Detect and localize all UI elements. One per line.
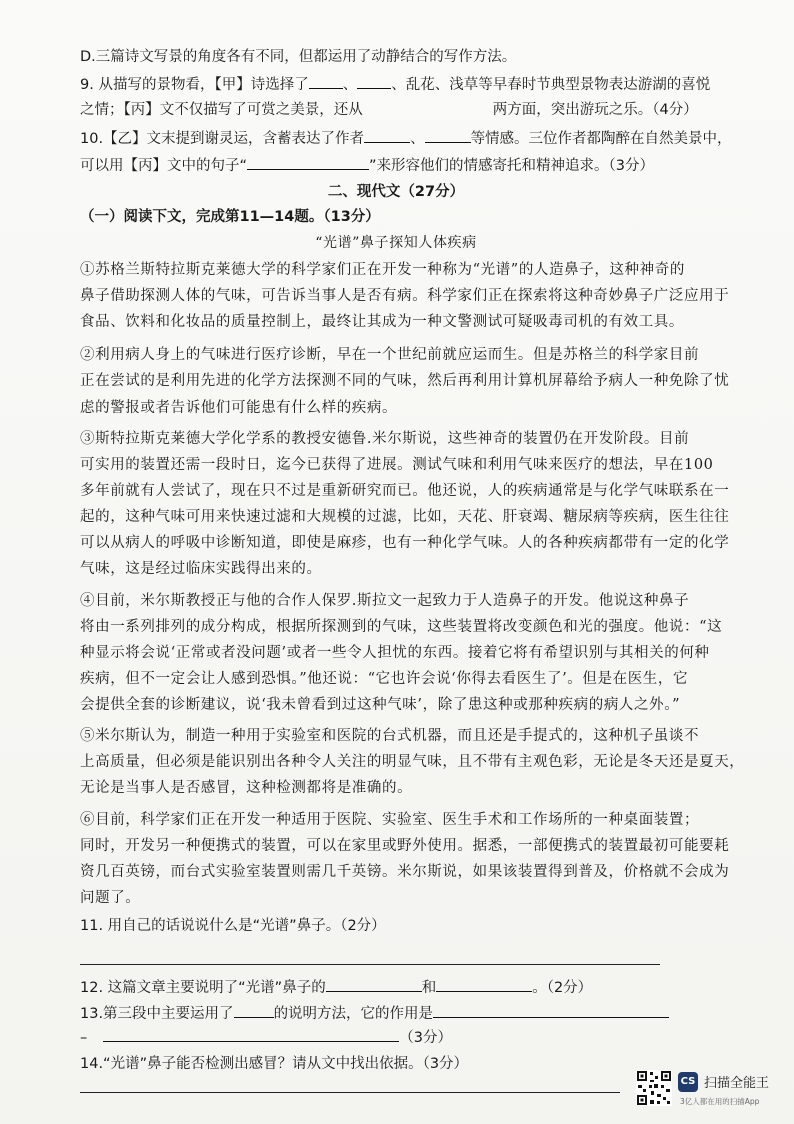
paragraph-6-line: 问题了。 xyxy=(80,890,141,906)
paragraph-4-line: 种显示将会说‘正常或者没问题’或者一些令人担忧的东西。接着它将有希望识别与其相关的何种 xyxy=(80,645,710,661)
paragraph-1-line: ①苏格兰斯特拉斯克莱德大学的科学家们正在开发一种称为“光谱”的人造鼻子，这种神奇的 xyxy=(80,262,685,278)
paragraph-3-line: 起的，这种气味可用来快速过滤和大规模的过滤，比如，天花、肝衰竭、糖尿病等疾病，医生往往 xyxy=(80,509,730,525)
option-d: D.三篇诗文写景的角度各有不同，但都运用了动静结合的写作方法。 xyxy=(80,49,517,65)
paragraph-2-line: 正在尝试的是利用先进的化学方法探测不同的气味，然后再利用计算机屏幕给予病人一种免除了忧 xyxy=(80,373,730,389)
answer-blank[interactable] xyxy=(364,124,410,143)
answer-blank[interactable] xyxy=(103,1023,399,1042)
question-13-line-2: – （3分） xyxy=(80,1023,712,1052)
paragraph-3-line: ③斯特拉斯克莱德大学化学系的教授安德鲁.米尔斯说，这些神奇的装置仍在开发阶段。目前 xyxy=(80,431,690,447)
answer-line[interactable] xyxy=(80,1092,620,1093)
paragraph-1-line: 鼻子借助探测人体的气味，可告诉当事人是否有病。科学家们正在探索将这种奇妙鼻子广泛应用于 xyxy=(80,288,730,304)
paragraph-5-line: 无论是当事人是否感冒，这种检测都将是准确的。 xyxy=(80,780,413,796)
answer-blank[interactable] xyxy=(247,151,369,170)
question-9-line-2: 之情；【丙】文不仅描写了可赏之美景，还从 两方面，突出游玩之乐。（4分） xyxy=(80,102,698,118)
scanner-logo-icon: CS xyxy=(678,1072,698,1092)
paragraph-3-line: 可以从病人的呼吸中诊断知道，即使是麻疹，也有一种化学气味。人的各种疾病都带有一定的化学 xyxy=(80,535,730,551)
question-14: 14.“光谱”鼻子能否检测出感冒？请从文中找出依据。（3分） xyxy=(80,1056,469,1072)
paragraph-2-line: ②利用病人身上的气味进行医疗诊断，早在一个世纪前就应运而生。但是苏格兰的科学家目前 xyxy=(80,347,700,363)
paragraph-5-line: 上高质量，但必须是能识别出各种令人关注的明显气味，且不带有主观色彩，无论是冬天还是夏天， xyxy=(80,754,745,770)
paragraph-3-line: 气味，这是经过临床实践得出来的。 xyxy=(80,561,322,577)
answer-line[interactable] xyxy=(80,964,660,965)
paragraph-5-line: ⑤米尔斯认为，制造一种用于实验室和医院的台式机器，而且还是手提式的，这种机子虽谈不 xyxy=(80,728,700,744)
paragraph-2-line: 虑的警报或者告诉他们可能患有什么样的疾病。 xyxy=(80,400,398,416)
question-10-line-2: 可以用【丙】文中的句子“ ”来形容他们的情感寄托和精神追求。（3分） xyxy=(80,151,712,180)
article-title: “光谱”鼻子探知人体疾病 xyxy=(315,235,477,251)
paragraph-4-line: 疾病，但不一定会让人感到恐惧。”他还说：“它也许会说‘你得去看医生了’。但是在医生，它 xyxy=(80,671,689,687)
answer-blank[interactable] xyxy=(326,973,422,992)
paragraph-3-line: 可实用的装置还需一段时日，迄今已获得了进展。测试气味和利用气味来医疗的想法，早在100 xyxy=(80,457,714,473)
answer-blank[interactable] xyxy=(425,124,471,143)
question-10-line-1: 10.【乙】文末提到谢灵运，含蓄表达了作者 、 等情感。三位作者都陶醉在自然美景中， xyxy=(80,124,712,153)
paragraph-4-line: 将由一系列排列的成分构成，根据所探测到的气味，这些装置将改变颜色和光的强度。他说：“这 xyxy=(80,619,723,635)
answer-blank[interactable] xyxy=(234,999,274,1018)
scanner-brand: 扫描全能王 xyxy=(704,1076,770,1091)
paragraph-6-line: 同时，开发另一种便携式的装置，可以在家里或野外使用。据悉，一部便携式的装置最初可能要耗 xyxy=(80,838,730,854)
question-11: 11. 用自己的话说说什么是“光谱”鼻子。（2分） xyxy=(80,918,386,934)
answer-blank[interactable] xyxy=(436,973,532,992)
question-9-line-1: 9. 从描写的景物看，【甲】诗选择了 、 、乱花、浅草等早春时节典型景物表达游湖的喜悦 xyxy=(80,70,712,99)
paragraph-1-line: 食品、饮料和化妆品的质量控制上，最终让其成为一种文警测试可疑吸毒司机的有效工具。 xyxy=(80,314,684,330)
section-title: 二、现代文（27分） xyxy=(327,184,465,200)
question-13-line-1: 13.第三段中主要运用了 的说明方法，它的作用是 xyxy=(80,999,712,1028)
answer-blank[interactable] xyxy=(433,999,669,1018)
paragraph-6-line: ⑥目前，科学家们正在开发一种适用于医院、实验室、医生手术和工作场所的一种桌面装置； xyxy=(80,812,700,828)
paragraph-6-line: 资几百英镑，而台式实验室装置则需几千英镑。米尔斯说，如果该装置得到普及，价格就不会成为 xyxy=(80,864,730,880)
answer-blank[interactable] xyxy=(309,70,343,89)
scanner-tagline: 3亿人都在用的扫描App xyxy=(680,1097,760,1106)
question-12: 12. 这篇文章主要说明了“光谱”鼻子的 和 。（2分） xyxy=(80,973,712,1002)
part-heading: （一）阅读下文，完成第11—14题。（13分） xyxy=(80,209,380,225)
paragraph-4-line: 会提供全套的诊断建议，说‘我未曾看到过这种气味’，除了患这种或那种疾病的病人之外。” xyxy=(80,697,681,713)
paragraph-4-line: ④目前，米尔斯教授正与他的合作人保罗.斯拉文一起致力于人造鼻子的开发。他说这种鼻子 xyxy=(80,593,690,609)
qr-code-icon xyxy=(636,1070,672,1106)
paragraph-3-line: 多年前就有人尝试了，现在只不过是重新研究而已。他还说，人的疾病通常是与化学气味联系在一 xyxy=(80,483,730,499)
answer-blank[interactable] xyxy=(357,70,391,89)
